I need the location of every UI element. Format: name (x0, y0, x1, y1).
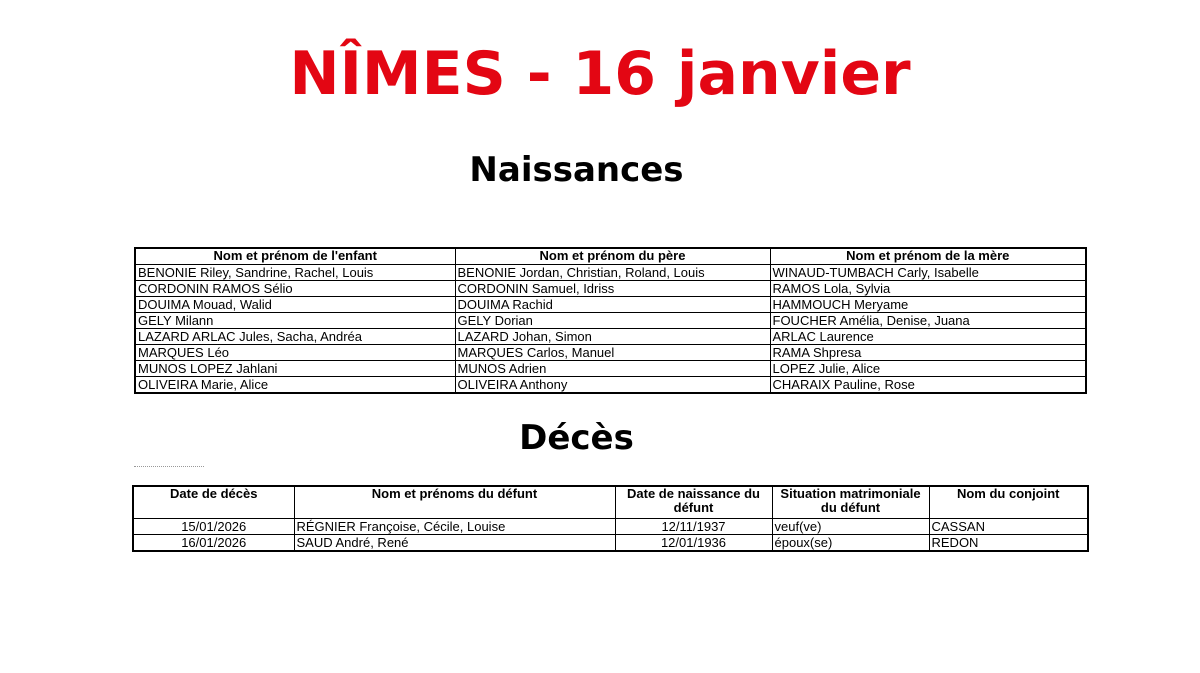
child-name: OLIVEIRA Marie, Alice (135, 377, 455, 394)
table-row (135, 377, 1086, 394)
mother-name: RAMA Shpresa (770, 345, 1086, 361)
table-row (135, 265, 1086, 281)
mother-name: ARLAC Laurence (770, 329, 1086, 345)
father-name: BENONIE Jordan, Christian, Roland, Louis (455, 265, 770, 281)
deceased-name: SAUD André, René (294, 535, 615, 552)
col-mother-name: Nom et prénom de la mère (770, 248, 1086, 265)
father-name: OLIVEIRA Anthony (455, 377, 770, 394)
father-name: CORDONIN Samuel, Idriss (455, 281, 770, 297)
births-heading: Naissances (469, 150, 684, 190)
deaths-header-row (133, 486, 1088, 519)
table-row (135, 345, 1086, 361)
deaths-heading: Décès (519, 418, 634, 458)
father-name: MUNOS Adrien (455, 361, 770, 377)
father-name: GELY Dorian (455, 313, 770, 329)
mother-name: HAMMOUCH Meryame (770, 297, 1086, 313)
death-date: 15/01/2026 (133, 519, 294, 535)
death-date: 16/01/2026 (133, 535, 294, 552)
child-name: BENONIE Riley, Sandrine, Rachel, Louis (135, 265, 455, 281)
births-header-row (135, 248, 1086, 265)
child-name: DOUIMA Mouad, Walid (135, 297, 455, 313)
table-row (135, 361, 1086, 377)
scan-artifact (134, 466, 204, 471)
child-name: GELY Milann (135, 313, 455, 329)
table-row (133, 519, 1088, 535)
mother-name: FOUCHER Amélia, Denise, Juana (770, 313, 1086, 329)
birth-date: 12/01/1936 (615, 535, 772, 552)
deaths-table (132, 485, 1089, 552)
table-row (135, 281, 1086, 297)
table-row (135, 313, 1086, 329)
table-row (135, 329, 1086, 345)
marital-status: époux(se) (772, 535, 929, 552)
table-row (133, 535, 1088, 552)
table-row (135, 297, 1086, 313)
mother-name: RAMOS Lola, Sylvia (770, 281, 1086, 297)
col-spouse-name: Nom du conjoint (929, 486, 1088, 519)
mother-name: WINAUD-TUMBACH Carly, Isabelle (770, 265, 1086, 281)
father-name: MARQUES Carlos, Manuel (455, 345, 770, 361)
father-name: DOUIMA Rachid (455, 297, 770, 313)
col-deceased-name: Nom et prénoms du défunt (294, 486, 615, 519)
col-child-name: Nom et prénom de l'enfant (135, 248, 455, 265)
father-name: LAZARD Johan, Simon (455, 329, 770, 345)
births-table (134, 247, 1087, 394)
mother-name: LOPEZ Julie, Alice (770, 361, 1086, 377)
spouse-name: CASSAN (929, 519, 1088, 535)
col-birth-date: Date de naissance du défunt (615, 486, 772, 519)
marital-status: veuf(ve) (772, 519, 929, 535)
col-marital-status: Situation matrimoniale du défunt (772, 486, 929, 519)
col-father-name: Nom et prénom du père (455, 248, 770, 265)
spouse-name: REDON (929, 535, 1088, 552)
child-name: LAZARD ARLAC Jules, Sacha, Andréa (135, 329, 455, 345)
col-death-date: Date de décès (133, 486, 294, 519)
deceased-name: RÉGNIER Françoise, Cécile, Louise (294, 519, 615, 535)
child-name: MUNOS LOPEZ Jahlani (135, 361, 455, 377)
page-title: NÎMES - 16 janvier (289, 39, 911, 109)
mother-name: CHARAIX Pauline, Rose (770, 377, 1086, 394)
child-name: MARQUES Léo (135, 345, 455, 361)
child-name: CORDONIN RAMOS Sélio (135, 281, 455, 297)
birth-date: 12/11/1937 (615, 519, 772, 535)
